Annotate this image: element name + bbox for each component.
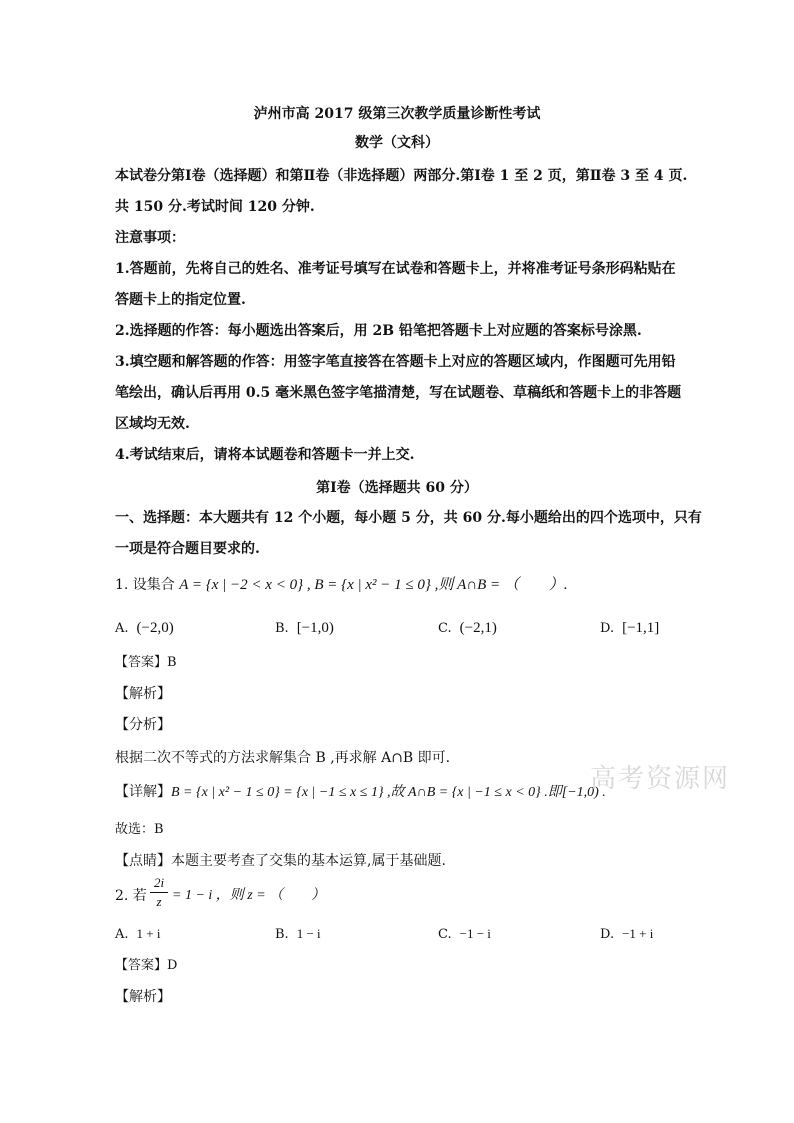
q1-option-b-value: [−1,0) xyxy=(296,620,334,636)
q2-option-a xyxy=(115,924,160,945)
q2-option-d-value: −1 + i xyxy=(622,926,654,941)
q1-detail xyxy=(115,782,606,803)
q1-detail-label: 【详解】 xyxy=(115,784,171,800)
q1-fenxi-label: 【分析】 xyxy=(115,717,171,733)
q2-option-b-value: 1 − i xyxy=(296,926,321,941)
q1-stem-prefix: 1. 设集合 xyxy=(115,577,180,593)
q1-option-d-label: D. xyxy=(600,621,615,636)
watermark: 高考资源网 xyxy=(590,764,731,794)
q1-option-b-label: B. xyxy=(275,621,289,636)
fraction-bar xyxy=(150,892,168,893)
q2-stem-rest: = 1 − i ，则 z = （ ） xyxy=(172,888,326,903)
q2-answer: 【答案】D xyxy=(115,958,178,973)
q2-option-c-value: −1 − i xyxy=(459,926,491,941)
q1-choose: 故选：B xyxy=(115,822,164,837)
intro-line-1: 本试卷分第Ⅰ卷（选择题）和第Ⅱ卷（非选择题）两部分.第Ⅰ卷 1 至 2 页，第Ⅱ卷 3 至 4 页. xyxy=(115,168,688,184)
q2-fraction-numerator: 2i xyxy=(153,875,165,890)
q2-stem-prefix: 2. 若 xyxy=(115,888,147,904)
q1-option-a xyxy=(115,618,174,639)
note-3c: 区域均无效. xyxy=(115,416,190,432)
note-2: 2.选择题的作答：每小题选出答案后，用 2B 铅笔把答题卡上对应题的答案标号涂黑. xyxy=(115,323,642,339)
q2-option-d-label: D. xyxy=(600,927,615,942)
q2-option-c xyxy=(438,924,491,945)
q1-option-c-label: C. xyxy=(438,621,452,636)
exam-subtitle: 数学（文科） xyxy=(355,135,439,151)
q1-stem-math: A = {x | −2 < x < 0} , B = {x | x² − 1 ≤ 0} ,则 A∩B = （ ）. xyxy=(179,577,568,593)
q1-option-d xyxy=(600,618,659,639)
q1-option-b xyxy=(275,618,334,639)
section-desc-2: 一项是符合题目要求的. xyxy=(115,541,260,557)
exam-title: 泸州市高 2017 级第三次教学质量诊断性考试 xyxy=(253,106,541,122)
section-title: 第Ⅰ卷（选择题共 60 分） xyxy=(316,480,478,496)
note-1b: 答题卡上的指定位置. xyxy=(115,292,246,308)
note-1a: 1.答题前，先将自己的姓名、准考证号填写在试卷和答题卡上，并将准考证号条形码粘贴在 xyxy=(115,261,676,277)
q1-option-a-label: A. xyxy=(115,621,129,636)
q2-option-d xyxy=(600,924,653,945)
q2-option-a-label: A. xyxy=(115,927,129,942)
q1-option-a-value: (−2,0) xyxy=(136,620,174,636)
q1-answer: 【答案】B xyxy=(115,655,177,670)
note-3b: 笔绘出，确认后再用 0.5 毫米黑色签字笔描清楚，写在试题卷、草稿纸和答题卡上的非答题 xyxy=(115,385,682,401)
q2-option-b xyxy=(275,924,321,945)
q2-fraction-denominator: z xyxy=(156,894,162,909)
q1-fenxi-text: 根据二次不等式的方法求解集合 B ,再求解 A∩B 即可. xyxy=(115,750,451,766)
q1-option-c-value: (−2,1) xyxy=(459,620,497,636)
note-3a: 3.填空题和解答题的作答：用签字笔直接答在答题卡上对应的答题区域内，作图题可先用铅 xyxy=(115,354,676,370)
q2-option-a-value: 1 + i xyxy=(136,926,161,941)
intro-line-2: 共 150 分.考试时间 120 分钟. xyxy=(115,199,315,215)
q1-option-d-value: [−1,1] xyxy=(622,620,660,636)
section-desc-1: 一、选择题：本大题共有 12 个小题，每小题 5 分，共 60 分.每小题给出的四个选项中，只有 xyxy=(115,510,702,526)
q2-analysis-label: 【解析】 xyxy=(115,989,171,1005)
q2-fraction xyxy=(150,875,168,910)
q1-option-c xyxy=(438,618,497,639)
notes-heading: 注意事项： xyxy=(115,230,185,246)
q2-stem xyxy=(115,886,147,906)
q2-option-b-label: B. xyxy=(275,927,289,942)
q1-detail-math: B = {x | x² − 1 ≤ 0} = {x | −1 ≤ x ≤ 1} ,故 A∩B = {x | −1 ≤ x < 0} .即[−1,0) . xyxy=(171,785,606,800)
q1-dianjing: 【点睛】本题主要考查了交集的基本运算,属于基础题. xyxy=(115,853,446,869)
q1-stem xyxy=(115,575,568,595)
q1-analysis-label: 【解析】 xyxy=(115,686,171,702)
q2-option-c-label: C. xyxy=(438,927,452,942)
note-4: 4.考试结束后，请将本试题卷和答题卡一并上交. xyxy=(115,447,415,463)
